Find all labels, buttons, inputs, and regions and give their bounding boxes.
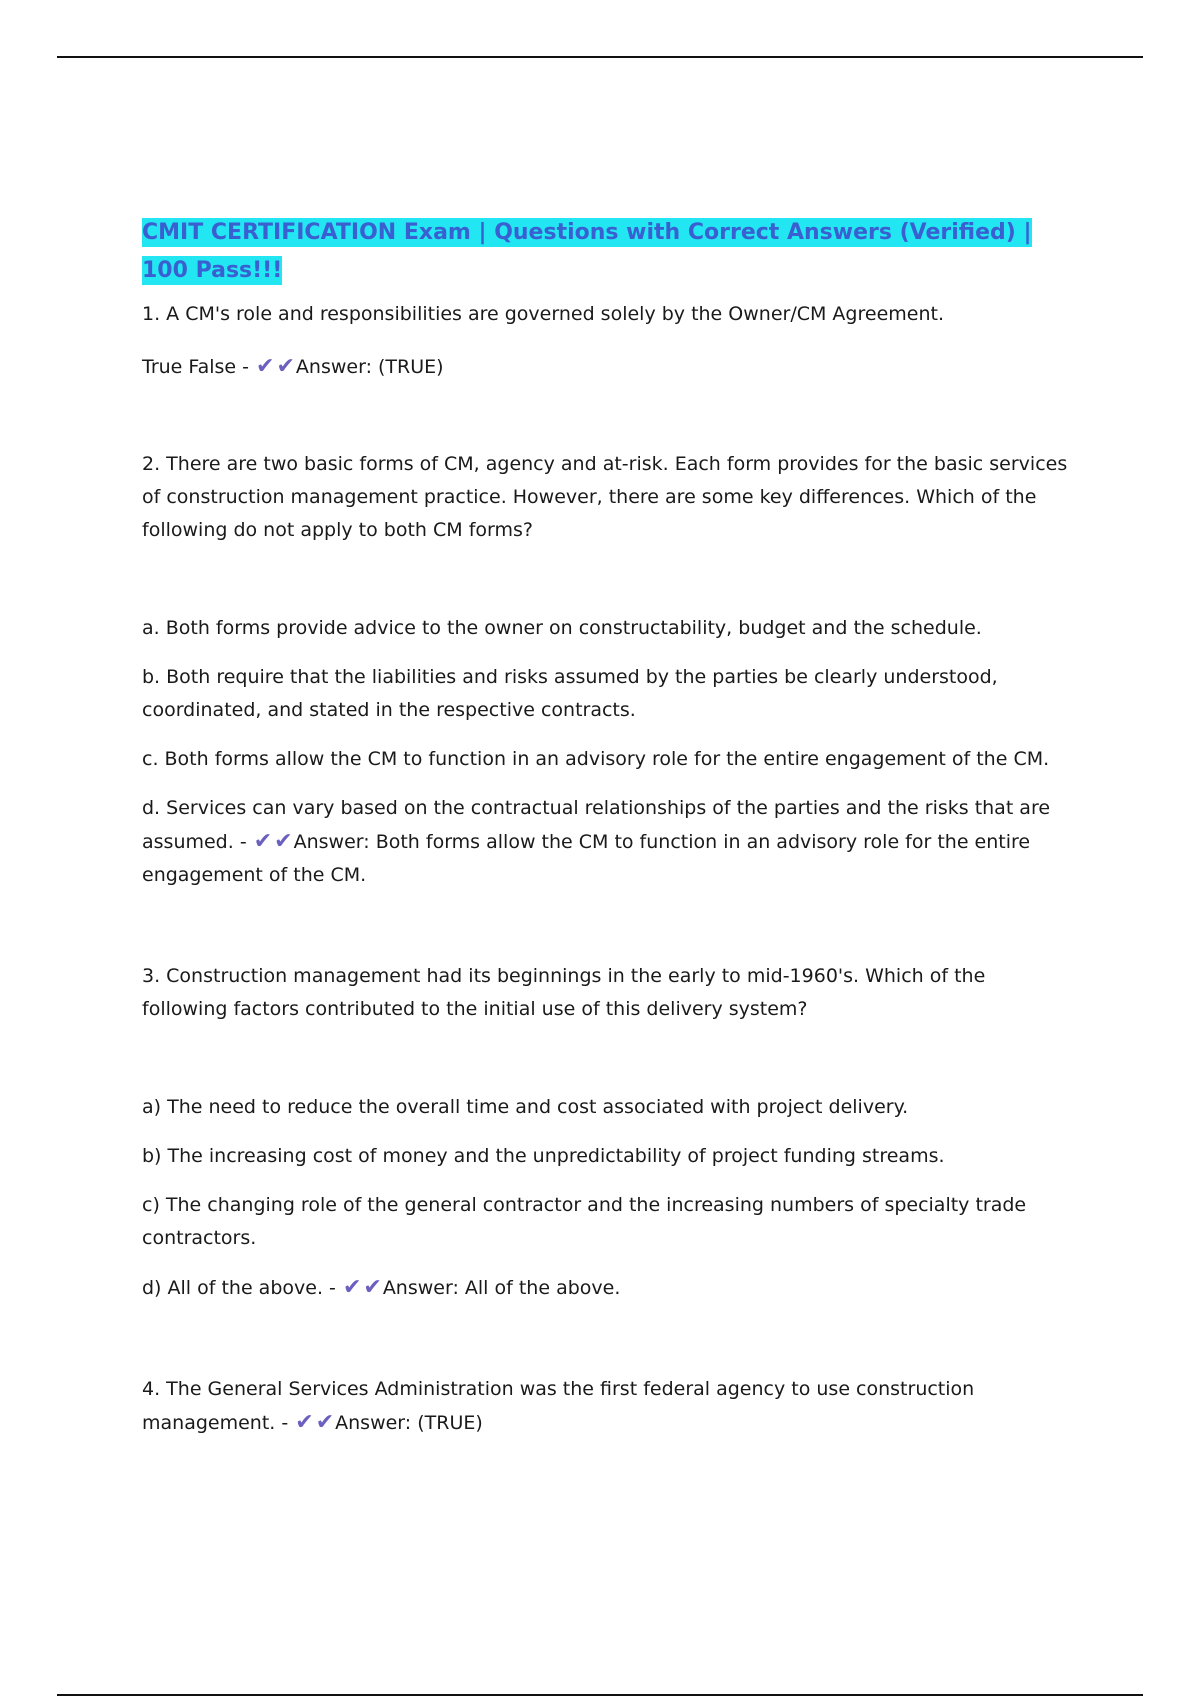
- true-false-label: True False -: [142, 356, 249, 378]
- top-rule: [57, 56, 1143, 58]
- question-2: 2. There are two basic forms of CM, agency and at-risk. Each form provides for the basic services of construction management practice. However, there are some key differences. Which of the following do not apply to both CM forms?: [142, 453, 1068, 541]
- question-2-option-d: [142, 792, 1072, 892]
- bottom-rule: [57, 1694, 1143, 1696]
- check-icon: ✔: [253, 829, 273, 854]
- check-icon: ✔: [315, 1410, 335, 1435]
- check-icon: ✔: [256, 354, 275, 379]
- question-2-option-c: c. Both forms allow the CM to function in an advisory role for the entire engagement of the CM.: [142, 748, 1050, 770]
- question-3: 3. Construction management had its beginnings in the early to mid-1960's. Which of the following factors contributed to the initial use of this delivery system?: [142, 965, 986, 1020]
- question-3-option-c: c) The changing role of the general contractor and the increasing numbers of specialty trade contractors.: [142, 1194, 1027, 1249]
- check-icon: ✔: [276, 354, 295, 379]
- check-icon: ✔: [274, 829, 293, 854]
- question-2-answer: Answer: Both forms allow the CM to function in an advisory role for the entire engagement of the CM.: [142, 831, 1031, 886]
- question-3-option-b: b) The increasing cost of money and the unpredictability of project funding streams.: [142, 1145, 945, 1167]
- question-3-option-d-text: d) All of the above. -: [142, 1277, 336, 1299]
- document-title: [142, 214, 1072, 290]
- question-4-answer: Answer: (TRUE): [335, 1412, 483, 1434]
- check-icon: ✔: [363, 1275, 382, 1300]
- question-3-answer: Answer: All of the above.: [382, 1277, 621, 1299]
- question-3-option-d: [142, 1271, 1072, 1305]
- question-4: [142, 1373, 1072, 1440]
- question-4-text: 4. The General Services Administration was the first federal agency to use construction management. -: [142, 1378, 975, 1434]
- check-icon: ✔: [295, 1410, 314, 1435]
- question-1-answer-line: [142, 350, 1072, 384]
- check-icon: ✔: [342, 1275, 362, 1300]
- question-3-option-a: a) The need to reduce the overall time and cost associated with project delivery.: [142, 1096, 909, 1118]
- document-body: [142, 214, 1072, 1440]
- question-2-option-a: a. Both forms provide advice to the owner on constructability, budget and the schedule.: [142, 617, 982, 639]
- question-2-option-b: b. Both require that the liabilities and risks assumed by the parties be clearly understood, coordinated, and stated in the respective contracts.: [142, 666, 998, 721]
- title-highlight: CMIT CERTIFICATION Exam | Questions with Correct Answers (Verified) | 100 Pass!!!: [142, 220, 1032, 283]
- question-1: 1. A CM's role and responsibilities are governed solely by the Owner/CM Agreement.: [142, 303, 944, 325]
- question-2-option-d-text: d. Services can vary based on the contractual relationships of the parties and the risks that are assumed. -: [142, 797, 1051, 853]
- question-1-answer: Answer: (TRUE): [295, 356, 444, 378]
